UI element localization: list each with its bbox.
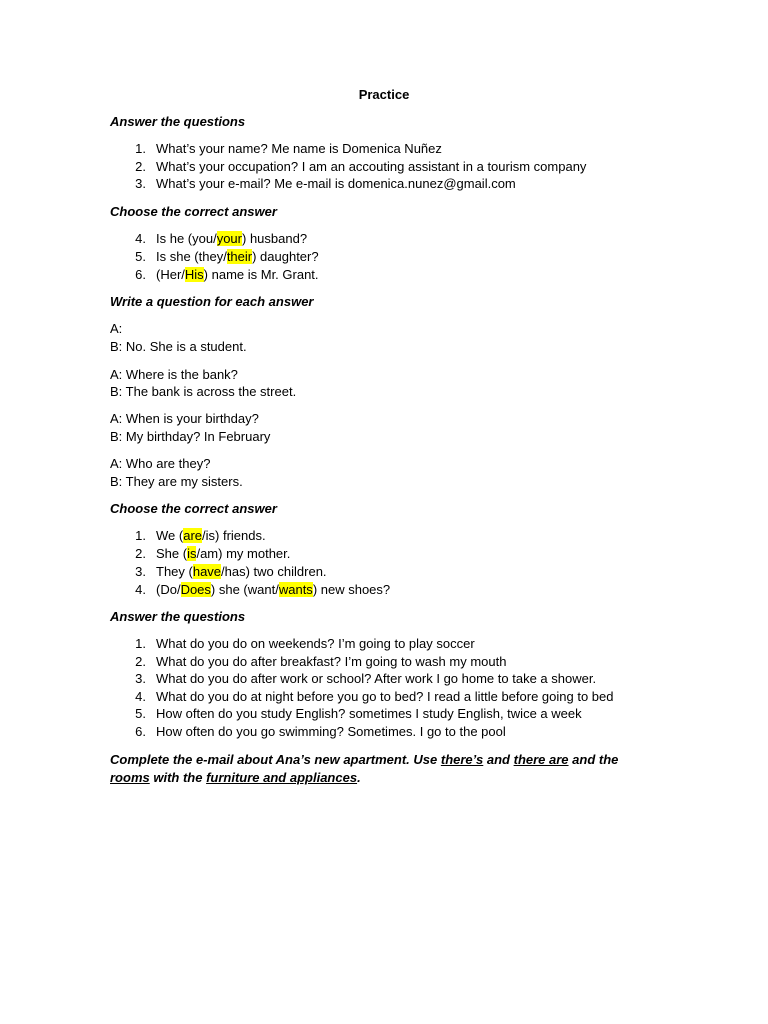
underlined-term: rooms (110, 769, 150, 785)
section-heading: Answer the questions (110, 609, 246, 624)
item-text: She ( (156, 546, 188, 561)
final-instruction (110, 751, 650, 786)
section-heading: Choose the correct answer (110, 204, 277, 219)
item-text: Is she (they/ (156, 249, 227, 264)
list-number: 2. (135, 159, 146, 174)
list-number: 6. (135, 724, 146, 739)
dialog-line-a: A: When is your birthday? (110, 411, 259, 426)
highlighted-answer: are (183, 528, 203, 543)
item-text: ) name is Mr. Grant. (203, 267, 319, 282)
item-text: ) husband? (242, 231, 308, 246)
list-number: 6. (135, 267, 146, 282)
item-text: (Her/ (156, 267, 185, 282)
instruction-text: and the (568, 752, 619, 767)
list-item (156, 527, 266, 544)
list-item (156, 581, 390, 598)
list-number: 1. (135, 141, 146, 156)
list-item: What’s your name? Me name is Domenica Nuñez (156, 141, 442, 156)
list-item (156, 545, 290, 562)
list-item: How often do you study English? sometimes I study English, twice a week (156, 706, 582, 721)
list-number: 5. (135, 706, 146, 721)
highlighted-answer: is (187, 546, 197, 561)
dialog-line-b: B: The bank is across the street. (110, 384, 297, 399)
underlined-term: there are (513, 752, 569, 767)
dialog-line-a: A: (110, 321, 123, 336)
section-heading: Write a question for each answer (110, 294, 314, 309)
instruction-text: with the (149, 769, 207, 785)
list-item (156, 266, 319, 283)
dialog-line-a: A: Where is the bank? (110, 367, 238, 382)
item-text: We ( (156, 528, 184, 543)
dialog-line-b: B: No. She is a student. (110, 339, 247, 354)
list-item: What’s your e-mail? Me e-mail is domenica.nunez@gmail.com (156, 176, 516, 191)
list-number: 4. (135, 231, 146, 246)
list-number: 1. (135, 528, 146, 543)
list-number: 3. (135, 176, 146, 191)
list-number: 5. (135, 249, 146, 264)
list-number: 4. (135, 582, 146, 597)
underlined-term: there’s (440, 752, 484, 767)
item-text: (Do/ (156, 582, 181, 597)
list-item: How often do you go swimming? Sometimes. I go to the pool (156, 724, 506, 739)
section-heading: Answer the questions (110, 114, 246, 129)
dialog-line-b: B: They are my sisters. (110, 474, 243, 489)
list-item (156, 563, 327, 580)
list-item: What’s your occupation? I am an accouting assistant in a tourism company (156, 159, 587, 174)
instruction-text: and (483, 752, 514, 767)
list-number: 1. (135, 636, 146, 651)
highlighted-answer: wants (278, 582, 313, 597)
list-number: 4. (135, 689, 146, 704)
highlighted-answer: their (226, 249, 253, 264)
list-number: 3. (135, 671, 146, 686)
item-text: They ( (156, 564, 193, 579)
list-number: 3. (135, 564, 146, 579)
list-item: What do you do on weekends? I’m going to play soccer (156, 636, 475, 651)
item-text: Is he (you/ (156, 231, 217, 246)
dialog-line-a: A: Who are they? (110, 456, 211, 471)
item-text: /has) two children. (221, 564, 327, 579)
highlighted-answer: Does (180, 582, 211, 597)
list-item: What do you do at night before you go to bed? I read a little before going to bed (156, 689, 614, 704)
list-item (156, 248, 319, 265)
list-item (156, 230, 307, 247)
instruction-text: . (357, 769, 361, 785)
section-heading: Choose the correct answer (110, 501, 277, 516)
list-item: What do you do after breakfast? I’m going to wash my mouth (156, 654, 507, 669)
item-text: ) daughter? (252, 249, 319, 264)
list-item: What do you do after work or school? After work I go home to take a shower. (156, 671, 597, 686)
instruction-text: Complete the e-mail about Ana’s new apartment. Use (110, 752, 441, 767)
dialog-line-b: B: My birthday? In February (110, 429, 271, 444)
item-text: /am) my mother. (196, 546, 291, 561)
list-number: 2. (135, 546, 146, 561)
item-text: ) she (want/ (210, 582, 279, 597)
underlined-term: furniture and appliances (206, 769, 358, 785)
highlighted-answer: your (216, 231, 242, 246)
highlighted-answer: His (184, 267, 204, 282)
item-text: /is) friends. (202, 528, 266, 543)
page-title: Practice (358, 87, 410, 102)
item-text: ) new shoes? (312, 582, 391, 597)
highlighted-answer: have (192, 564, 222, 579)
list-number: 2. (135, 654, 146, 669)
